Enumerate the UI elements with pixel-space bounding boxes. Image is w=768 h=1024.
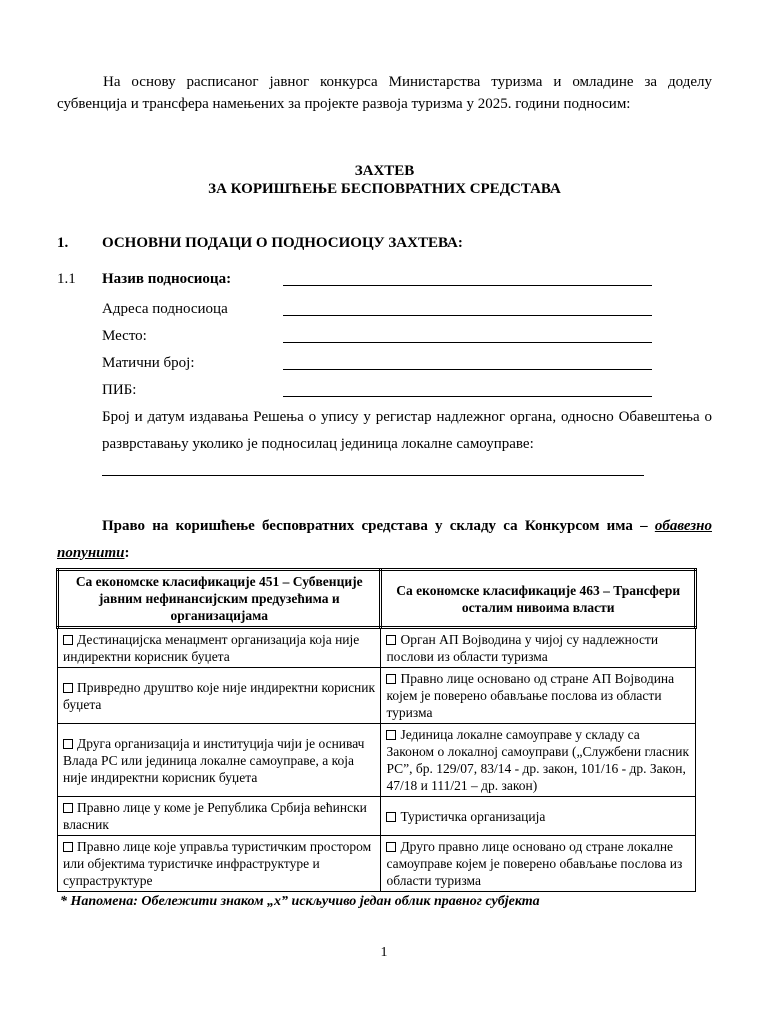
table-row <box>58 668 696 724</box>
checkbox-icon[interactable] <box>386 812 396 822</box>
page-number: 1 <box>380 945 388 960</box>
applicant-name-field[interactable] <box>283 285 652 286</box>
document-subtitle: ЗА КОРИШЋЕЊЕ БЕСПОВРАТНИХ СРЕДСТАВА <box>208 181 561 197</box>
id-number-field[interactable] <box>283 369 652 370</box>
option-cell[interactable] <box>381 797 696 836</box>
section-number: 1. <box>57 235 69 251</box>
entitlement-paragraph <box>57 513 712 567</box>
checkbox-icon[interactable] <box>63 842 73 852</box>
applicant-address-field[interactable] <box>283 315 652 316</box>
option-cell[interactable] <box>381 628 696 668</box>
table-header-451: Са економске класификације 451 – Субвенције јавним нефинансијским предузећима и организацијама <box>58 570 381 628</box>
checkbox-icon[interactable] <box>386 635 396 645</box>
option-cell[interactable] <box>58 724 381 797</box>
table-row <box>58 836 696 892</box>
option-label: Дестинацијска менаџмент организација која није индиректни корисник буџета <box>63 632 360 664</box>
id-number-label: Матични број: <box>102 355 195 371</box>
pib-field[interactable] <box>283 396 652 397</box>
option-label: Правно лице које управља туристичким простором или објектима туристичке инфраструктуре и супраструктуре <box>63 839 372 888</box>
option-cell[interactable] <box>381 668 696 724</box>
option-label: Правно лице у коме је Република Србија већински власник <box>63 800 367 832</box>
option-cell[interactable] <box>58 797 381 836</box>
checkbox-icon[interactable] <box>63 739 73 749</box>
place-field[interactable] <box>283 342 652 343</box>
intro-paragraph: На основу расписаног јавног конкурса Министарства туризма и омладине за доделу субвенција и трансфера намењених за пројекте развоја туризма у 2025. години подносим: <box>57 74 712 112</box>
pib-label: ПИБ: <box>102 382 137 398</box>
subsection-number: 1.1 <box>57 271 76 287</box>
option-label: Правно лице основано од стране АП Војводина којем је поверено обављање послова из области туризма <box>386 671 675 720</box>
option-label: Туристичка организација <box>400 808 546 824</box>
section-title: ОСНОВНИ ПОДАЦИ О ПОДНОСИОЦУ ЗАХТЕВА: <box>102 235 463 251</box>
option-cell[interactable] <box>58 836 381 892</box>
table-row <box>58 797 696 836</box>
option-cell[interactable] <box>58 668 381 724</box>
table-header-463: Са економске класификације 463 – Трансфери осталим нивоима власти <box>381 570 696 628</box>
option-label: Орган АП Војводина у чијој су надлежности послови из области туризма <box>386 632 659 664</box>
checkbox-icon[interactable] <box>386 842 396 852</box>
footnote: * Напомена: Обележити знаком „x” искључиво један облик правног субјекта <box>60 894 540 909</box>
checkbox-icon[interactable] <box>63 635 73 645</box>
registry-description: Број и датум издавања Решења о упису у регистар надлежног органа, односно Обавештења о разврставању уколико је подносилац јединица локалне самоуправе: <box>102 409 712 452</box>
applicant-name-label: Назив подносиоца: <box>102 271 232 287</box>
entity-type-table <box>56 568 697 892</box>
checkbox-icon[interactable] <box>386 730 396 740</box>
table-row <box>58 724 696 797</box>
option-cell[interactable] <box>381 836 696 892</box>
checkbox-icon[interactable] <box>386 674 396 684</box>
entitlement-text: Право на коришћење бесповратних средстава у складу са Конкурсом има – <box>102 518 655 534</box>
checkbox-icon[interactable] <box>63 803 73 813</box>
option-cell[interactable] <box>381 724 696 797</box>
option-label: Јединица локалне самоуправе у складу са Законом о локалној самоуправи („Службени гласник РС”, бр. 129/07, 83/14 - др. закон, 101/16 - др. Закон, 47/18 и 111/21 – др. закон) <box>386 727 690 793</box>
document-title: ЗАХТЕВ <box>354 163 415 179</box>
option-cell[interactable] <box>58 628 381 668</box>
checkbox-icon[interactable] <box>63 683 73 693</box>
option-label: Привредно друштво које није индиректни корисник буџета <box>63 679 376 712</box>
place-label: Место: <box>102 328 147 344</box>
option-label: Друго правно лице основано од стране локалне самоуправе којем је поверено обављање послова из области туризма <box>386 839 683 888</box>
entitlement-colon: : <box>124 545 130 561</box>
registry-field[interactable] <box>102 475 644 476</box>
option-label: Друга организација и институција чији је оснивач Влада РС или јединица локалне самоуправе, а која није индиректни корисник буџета <box>63 735 365 785</box>
mandatory-fill-note: обавезно попунити <box>57 518 712 561</box>
table-row <box>58 628 696 668</box>
applicant-address-label: Адреса подносиоца <box>102 301 228 317</box>
